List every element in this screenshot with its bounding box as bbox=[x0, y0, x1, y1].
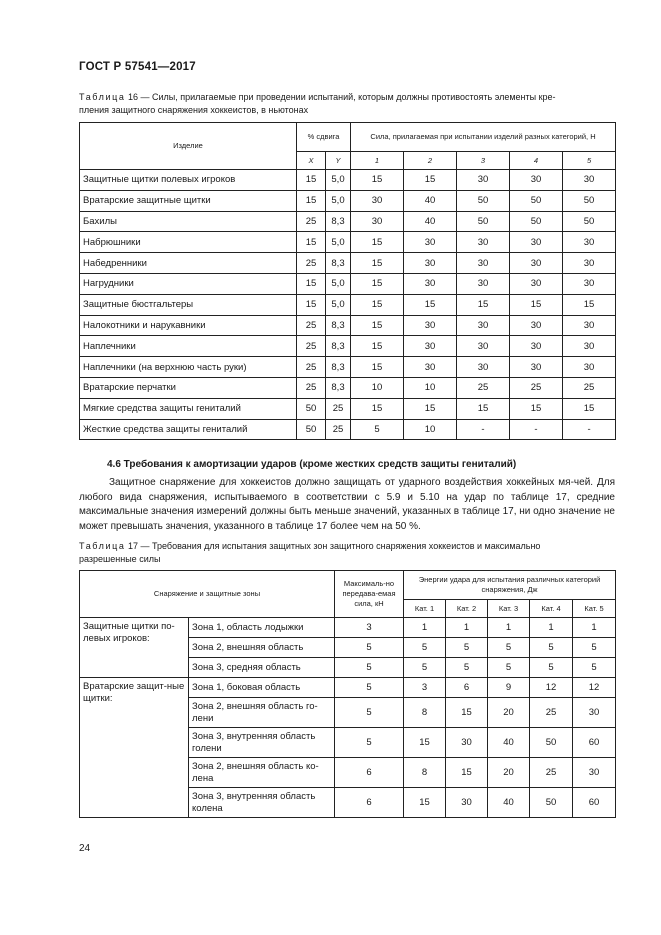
table16-cell: 30 bbox=[404, 253, 457, 274]
table16-item-name: Наплечники (на верхнюю часть руки) bbox=[80, 357, 297, 378]
table-row bbox=[80, 419, 616, 440]
table17-energy: 5 bbox=[530, 658, 573, 678]
table17-energy: 5 bbox=[488, 638, 530, 658]
table16-cell: 30 bbox=[510, 315, 563, 336]
table17-energy: 30 bbox=[573, 758, 616, 788]
table16-cell: 5,0 bbox=[326, 190, 351, 211]
table16-item-name: Набедренники bbox=[80, 253, 297, 274]
table16-sub-cat: 3 bbox=[457, 152, 510, 170]
table16-cell: 8,3 bbox=[326, 315, 351, 336]
table17-energy: 20 bbox=[488, 698, 530, 728]
table16-cell: 15 bbox=[404, 398, 457, 419]
table16-cell: 30 bbox=[457, 273, 510, 294]
table16-cell: 30 bbox=[404, 232, 457, 253]
table16-cell: 25 bbox=[563, 377, 616, 398]
table17-max-force: 6 bbox=[335, 788, 404, 818]
table16-cell: 30 bbox=[404, 357, 457, 378]
table16-cell: 30 bbox=[510, 170, 563, 191]
table16-cell: 30 bbox=[510, 336, 563, 357]
table17-cat-header: Кат. 4 bbox=[530, 600, 573, 618]
table16-cell: 15 bbox=[351, 357, 404, 378]
table17-energy: 25 bbox=[530, 758, 573, 788]
table16-cell: 30 bbox=[404, 273, 457, 294]
table17-energy: 1 bbox=[530, 618, 573, 638]
table16-cell: 15 bbox=[563, 398, 616, 419]
table16-caption bbox=[79, 91, 615, 117]
table16-caption-text: 16 — Силы, прилагаемые при проведении испытаний, которым должны противостоять элементы кре- bbox=[125, 92, 556, 102]
table16-cell: 30 bbox=[457, 315, 510, 336]
table16-cell: 25 bbox=[297, 315, 326, 336]
table17-energy: 1 bbox=[488, 618, 530, 638]
table16-item-name: Наплечники bbox=[80, 336, 297, 357]
table17-energy: 1 bbox=[446, 618, 488, 638]
table16-cell: 30 bbox=[510, 232, 563, 253]
table-row bbox=[80, 377, 616, 398]
table17-energy: 15 bbox=[404, 788, 446, 818]
table16-cell: 15 bbox=[457, 398, 510, 419]
table16-cell: 8,3 bbox=[326, 253, 351, 274]
table17-energy: 15 bbox=[446, 758, 488, 788]
table16-cell: 10 bbox=[404, 377, 457, 398]
table17-energy: 30 bbox=[446, 788, 488, 818]
table-row bbox=[80, 273, 616, 294]
table16-cell: 25 bbox=[457, 377, 510, 398]
table16-cell: 15 bbox=[297, 294, 326, 315]
table16-item-name: Жесткие средства защиты гениталий bbox=[80, 419, 297, 440]
table17-group-label: Защитные щитки по-левых игроков: bbox=[80, 618, 189, 678]
section-heading: 4.6 Требования к амортизации ударов (кроме жестких средств защиты гениталий) bbox=[107, 459, 517, 470]
table16-cell: - bbox=[510, 419, 563, 440]
table16-caption-line2: пления защитного снаряжения хоккеистов, в ньютонах bbox=[79, 105, 309, 115]
table16-item-name: Набрюшники bbox=[80, 232, 297, 253]
table16-cell: 15 bbox=[351, 336, 404, 357]
table16-cell: 25 bbox=[326, 398, 351, 419]
table17-max-force: 5 bbox=[335, 658, 404, 678]
table16-cell: 15 bbox=[351, 253, 404, 274]
table16-cell: 30 bbox=[563, 357, 616, 378]
table16-cell: 5,0 bbox=[326, 294, 351, 315]
table16-cell: 30 bbox=[563, 170, 616, 191]
table16-cell: 25 bbox=[297, 253, 326, 274]
table-row bbox=[80, 190, 616, 211]
table-row bbox=[80, 315, 616, 336]
table16-cell: 50 bbox=[563, 190, 616, 211]
table17-zone: Зона 3, внутренняя область голени bbox=[189, 728, 335, 758]
table16-sub-cat: 1 bbox=[351, 152, 404, 170]
table17-zone: Зона 2, внешняя область ко-лена bbox=[189, 758, 335, 788]
table17-max-force: 6 bbox=[335, 758, 404, 788]
table-row bbox=[80, 294, 616, 315]
table16-caption-word: Таблица bbox=[79, 92, 126, 102]
table16-cell: - bbox=[563, 419, 616, 440]
table16-cell: 15 bbox=[404, 294, 457, 315]
table16-cell: - bbox=[457, 419, 510, 440]
table16-cell: 25 bbox=[510, 377, 563, 398]
table17-cat-header: Кат. 1 bbox=[404, 600, 446, 618]
table16-sub-x: X bbox=[297, 152, 326, 170]
table17-energy: 40 bbox=[488, 728, 530, 758]
table16-cell: 8,3 bbox=[326, 357, 351, 378]
table17-max-force: 5 bbox=[335, 678, 404, 698]
table16-cell: 40 bbox=[404, 211, 457, 232]
table16-cell: 5,0 bbox=[326, 273, 351, 294]
table16-cell: 8,3 bbox=[326, 211, 351, 232]
table17-energy: 30 bbox=[573, 698, 616, 728]
table17-energy: 30 bbox=[446, 728, 488, 758]
table17-energy: 20 bbox=[488, 758, 530, 788]
page-number: 24 bbox=[79, 843, 91, 854]
table16-col-item: Изделие bbox=[80, 123, 297, 170]
table16-sub-cat: 5 bbox=[563, 152, 616, 170]
table17-energy: 8 bbox=[404, 698, 446, 728]
table17-energy: 50 bbox=[530, 788, 573, 818]
table16-cell: 5 bbox=[351, 419, 404, 440]
table17-zone: Зона 1, область лодыжки bbox=[189, 618, 335, 638]
table16-cell: 50 bbox=[457, 211, 510, 232]
table16-cell: 15 bbox=[351, 294, 404, 315]
table17-caption-word: Таблица bbox=[79, 541, 126, 551]
table17-energy: 15 bbox=[446, 698, 488, 728]
table17-energy: 8 bbox=[404, 758, 446, 788]
table17-cat-header: Кат. 5 bbox=[573, 600, 616, 618]
table17-cat-header: Кат. 2 bbox=[446, 600, 488, 618]
table16-cell: 30 bbox=[510, 357, 563, 378]
table17-zone: Зона 3, внутренняя область колена bbox=[189, 788, 335, 818]
table16-cell: 15 bbox=[404, 170, 457, 191]
table17-max-force: 5 bbox=[335, 728, 404, 758]
table16-cell: 15 bbox=[510, 398, 563, 419]
table16-item-name: Мягкие средства защиты гениталий bbox=[80, 398, 297, 419]
table17-caption bbox=[79, 540, 615, 566]
table16-cell: 30 bbox=[351, 190, 404, 211]
table17-body bbox=[80, 618, 616, 818]
table16-cell: 25 bbox=[297, 336, 326, 357]
table17-col-equipment: Снаряжение и защитные зоны bbox=[80, 571, 335, 618]
table16-cell: 15 bbox=[351, 232, 404, 253]
table17-energy: 5 bbox=[573, 658, 616, 678]
table17-energy: 3 bbox=[404, 678, 446, 698]
section-paragraph: Защитное снаряжение для хоккеистов должно защищать от ударного воздействия хоккейных мя-чей. Для любого вида снаряжения, испытываемого в соответствии с 5.9 и 5.10 на удар по таблице 17, средние максимальные значения измерений должны быть меньше значений, указанных в таблице 17, ни одно значение не может превышать значения, указанного в таблице 17 более чем на 50 %. bbox=[79, 477, 615, 532]
table17-zone: Зона 3, средняя область bbox=[189, 658, 335, 678]
table17-energy: 60 bbox=[573, 788, 616, 818]
table16-item-name: Нагрудники bbox=[80, 273, 297, 294]
table16-cell: 30 bbox=[563, 315, 616, 336]
table17 bbox=[79, 570, 616, 818]
table17-energy: 12 bbox=[573, 678, 616, 698]
table16-cell: 10 bbox=[351, 377, 404, 398]
table16-cell: 15 bbox=[563, 294, 616, 315]
table16-item-name: Вратарские перчатки bbox=[80, 377, 297, 398]
table-row bbox=[80, 232, 616, 253]
table16-cell: 50 bbox=[563, 211, 616, 232]
table16-cell: 30 bbox=[563, 253, 616, 274]
table17-caption-line2: разрешенные силы bbox=[79, 554, 161, 564]
table16-cell: 15 bbox=[457, 294, 510, 315]
table16-cell: 30 bbox=[563, 232, 616, 253]
table16-cell: 15 bbox=[351, 170, 404, 191]
table16-cell: 50 bbox=[297, 398, 326, 419]
table16-cell: 25 bbox=[297, 211, 326, 232]
table17-energy: 5 bbox=[404, 658, 446, 678]
table17-energy: 15 bbox=[404, 728, 446, 758]
table-row bbox=[80, 618, 616, 638]
table16-cell: 30 bbox=[404, 336, 457, 357]
table16 bbox=[79, 122, 616, 440]
table-row bbox=[80, 398, 616, 419]
table-row bbox=[80, 170, 616, 191]
table17-energy: 25 bbox=[530, 698, 573, 728]
table17-energy: 5 bbox=[488, 658, 530, 678]
table16-cell: 30 bbox=[351, 211, 404, 232]
table16-item-name: Налокотники и нарукавники bbox=[80, 315, 297, 336]
table16-col-shift: % сдвига bbox=[297, 123, 351, 152]
table17-caption-text: 17 — Требования для испытания защитных зон защитного снаряжения хоккеистов и максимально bbox=[125, 541, 541, 551]
table16-item-name: Бахилы bbox=[80, 211, 297, 232]
table16-cell: 15 bbox=[351, 398, 404, 419]
table16-cell: 30 bbox=[563, 336, 616, 357]
table16-cell: 30 bbox=[457, 232, 510, 253]
table-row bbox=[80, 357, 616, 378]
document-header: ГОСТ Р 57541—2017 bbox=[79, 61, 196, 73]
table17-energy: 60 bbox=[573, 728, 616, 758]
table17-col-max-force: Максималь-но передава-емая сила, кН bbox=[335, 571, 404, 618]
table16-body bbox=[80, 170, 616, 440]
table16-cell: 15 bbox=[351, 315, 404, 336]
table16-cell: 50 bbox=[510, 211, 563, 232]
table16-cell: 15 bbox=[297, 273, 326, 294]
table16-cell: 50 bbox=[297, 419, 326, 440]
table16-sub-cat: 2 bbox=[404, 152, 457, 170]
table16-cell: 25 bbox=[326, 419, 351, 440]
table17-group-label: Вратарские защит-ные щитки: bbox=[80, 678, 189, 818]
table17-cat-header: Кат. 3 bbox=[488, 600, 530, 618]
table17-energy: 50 bbox=[530, 728, 573, 758]
table17-energy: 40 bbox=[488, 788, 530, 818]
table17-energy: 5 bbox=[446, 638, 488, 658]
table17-max-force: 3 bbox=[335, 618, 404, 638]
table-row bbox=[80, 253, 616, 274]
table16-item-name: Защитные бюстгальтеры bbox=[80, 294, 297, 315]
table16-cell: 40 bbox=[404, 190, 457, 211]
table17-col-energy: Энергии удара для испытания различных категорий снаряжения, Дж bbox=[404, 571, 616, 600]
table17-energy: 6 bbox=[446, 678, 488, 698]
table17-energy: 1 bbox=[573, 618, 616, 638]
table-row bbox=[80, 211, 616, 232]
table17-zone: Зона 2, внешняя область го-лени bbox=[189, 698, 335, 728]
table16-cell: 50 bbox=[510, 190, 563, 211]
table16-cell: 30 bbox=[457, 170, 510, 191]
table17-max-force: 5 bbox=[335, 698, 404, 728]
table16-cell: 30 bbox=[563, 273, 616, 294]
table16-cell: 8,3 bbox=[326, 377, 351, 398]
table-row bbox=[80, 336, 616, 357]
table16-sub-y: Y bbox=[326, 152, 351, 170]
table-row bbox=[80, 678, 616, 698]
table16-cell: 10 bbox=[404, 419, 457, 440]
table16-cell: 30 bbox=[457, 336, 510, 357]
table17-zone: Зона 2, внешняя область bbox=[189, 638, 335, 658]
table17-energy: 5 bbox=[404, 638, 446, 658]
table16-sub-cat: 4 bbox=[510, 152, 563, 170]
table17-energy: 1 bbox=[404, 618, 446, 638]
table17-energy: 9 bbox=[488, 678, 530, 698]
table16-cell: 15 bbox=[297, 170, 326, 191]
table16-cell: 5,0 bbox=[326, 232, 351, 253]
table16-cell: 8,3 bbox=[326, 336, 351, 357]
table16-cell: 15 bbox=[351, 273, 404, 294]
table17-energy: 5 bbox=[446, 658, 488, 678]
table16-item-name: Вратарские защитные щитки bbox=[80, 190, 297, 211]
table17-max-force: 5 bbox=[335, 638, 404, 658]
table16-cell: 5,0 bbox=[326, 170, 351, 191]
table16-cell: 25 bbox=[297, 357, 326, 378]
table16-item-name: Защитные щитки полевых игроков bbox=[80, 170, 297, 191]
table16-cell: 30 bbox=[510, 273, 563, 294]
table16-cell: 50 bbox=[457, 190, 510, 211]
table16-cell: 30 bbox=[510, 253, 563, 274]
table16-cell: 30 bbox=[457, 253, 510, 274]
table16-cell: 15 bbox=[297, 232, 326, 253]
table17-energy: 5 bbox=[573, 638, 616, 658]
table16-cell: 15 bbox=[510, 294, 563, 315]
table16-cell: 15 bbox=[297, 190, 326, 211]
table16-cell: 25 bbox=[297, 377, 326, 398]
table17-energy: 12 bbox=[530, 678, 573, 698]
table16-col-force: Сила, прилагаемая при испытании изделий разных категорий, Н bbox=[351, 123, 616, 152]
table16-cell: 30 bbox=[404, 315, 457, 336]
table17-energy: 5 bbox=[530, 638, 573, 658]
table17-zone: Зона 1, боковая область bbox=[189, 678, 335, 698]
table16-cell: 30 bbox=[457, 357, 510, 378]
